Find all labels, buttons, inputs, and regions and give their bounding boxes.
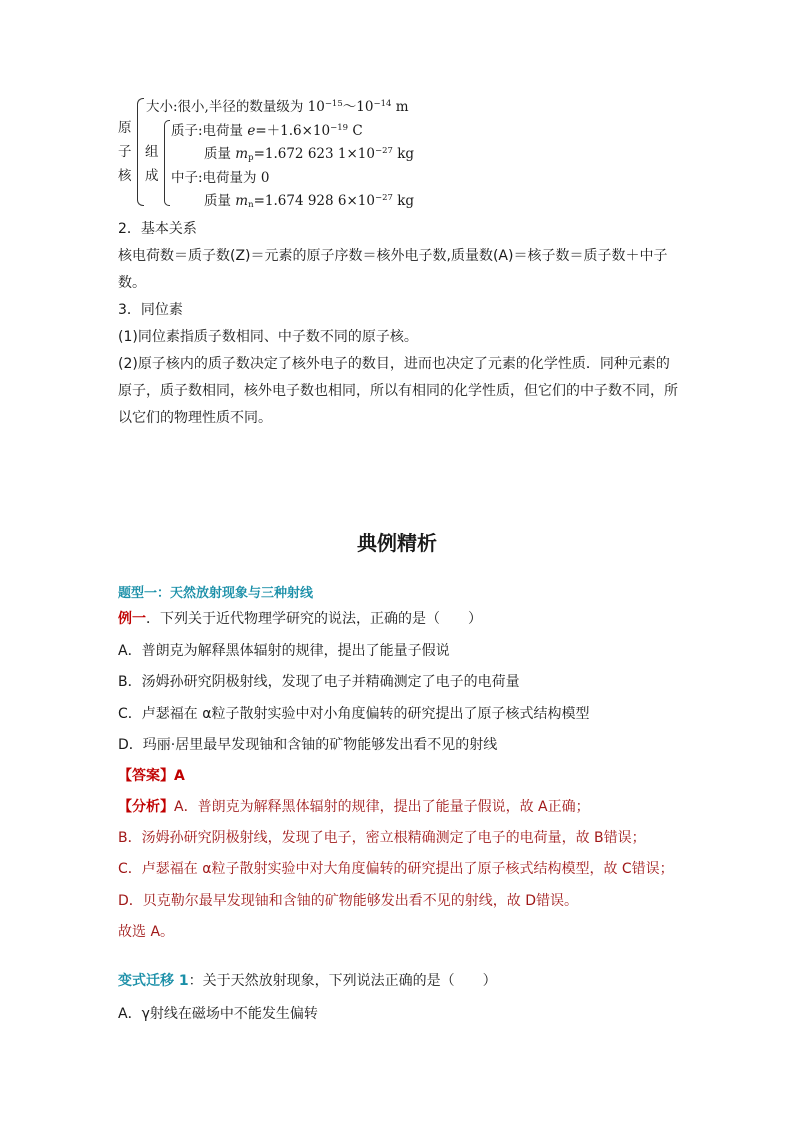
neutron-charge-line: 中子:电荷量为 0 xyxy=(171,170,270,186)
section2-line2: 数。 xyxy=(118,275,146,291)
example1-label: 例一 xyxy=(118,611,146,627)
outer-brace xyxy=(137,98,144,206)
example1-question: 例一．下列关于近代物理学研究的说法，正确的是（ ） xyxy=(118,611,482,627)
inner-brace xyxy=(164,120,170,206)
example1-option-c: C．卢瑟福在 α粒子散射实验中对小角度偏转的研究提出了原子核式结构模型 xyxy=(118,706,590,722)
example1-analysis-a: 【分析】A．普朗克为解释黑体辐射的规律，提出了能量子假说，故 A正确； xyxy=(118,799,590,815)
example1-option-d: D．玛丽·居里最早发现铀和含铀的矿物能够发出看不见的射线 xyxy=(118,737,498,753)
section2-line1: 核电荷数＝质子数(Z)＝元素的原子序数＝核外电子数,质量数(A)＝核子数＝质子数＋中子 xyxy=(118,248,668,264)
example1-analysis-b: B．汤姆孙研究阴极射线，发现了电子，密立根精确测定了电子的电荷量，故 B错误； xyxy=(118,830,646,846)
proton-mass-line: 质量 $m_p=1.672$ 623 $1\times 10^{-27}$ kg xyxy=(204,146,415,163)
type1-title: 题型一：天然放射现象与三种射线 xyxy=(118,586,314,601)
variant1-label: 变式迁移 1 xyxy=(118,973,189,989)
variant1-question: 变式迁移 1：关于天然放射现象，下列说法正确的是（ ） xyxy=(118,973,497,989)
section3-p2-line3: 以它们的物理性质不同。 xyxy=(118,410,272,426)
section2-title: 2．基本关系 xyxy=(118,221,197,237)
example1-analysis-c: C．卢瑟福在 α粒子散射实验中对大角度偏转的研究提出了原子核式结构模型，故 C错误； xyxy=(118,861,674,877)
section-heading: 典例精析 xyxy=(357,531,437,555)
section3-p2-line1: (2)原子核内的质子数决定了核外电子的数目，进而也决定了元素的化学性质．同种元素的 xyxy=(118,356,670,372)
section3-p2-line2: 原子，质子数相同，核外电子数也相同，所以有相同的化学性质，但它们的中子数不同，所 xyxy=(118,383,678,399)
variant1-option-a: A．γ射线在磁场中不能发生偏转 xyxy=(118,1006,318,1022)
size-line: 大小:很小,半径的数量级为 $10^{-15}\sim 10^{-14}$ m xyxy=(146,99,409,115)
example1-conclusion: 故选 A。 xyxy=(118,924,175,940)
example1-analysis-d: D．贝克勒尔最早发现铀和含铀的矿物能够发出看不见的射线，故 D错误。 xyxy=(118,893,579,909)
proton-charge-line: 质子:电荷量 $e=+1.6\times 10^{-19}$ C xyxy=(171,123,363,139)
example1-answer: 【答案】A xyxy=(118,768,185,784)
section3-p1: (1)同位素指质子数相同、中子数不同的原子核。 xyxy=(118,329,418,345)
nucleus-side-label: 原 子 核 xyxy=(118,120,132,184)
example1-option-b: B．汤姆孙研究阴极射线，发现了电子并精确测定了电子的电荷量 xyxy=(118,674,520,690)
neutron-mass-line: 质量 $m_n=1.674$ 928 $6\times 10^{-27}$ kg xyxy=(204,193,415,210)
section3-title: 3．同位素 xyxy=(118,302,183,318)
composition-label: 组 成 xyxy=(145,144,159,184)
example1-option-a: A．普朗克为解释黑体辐射的规律，提出了能量子假说 xyxy=(118,643,450,659)
